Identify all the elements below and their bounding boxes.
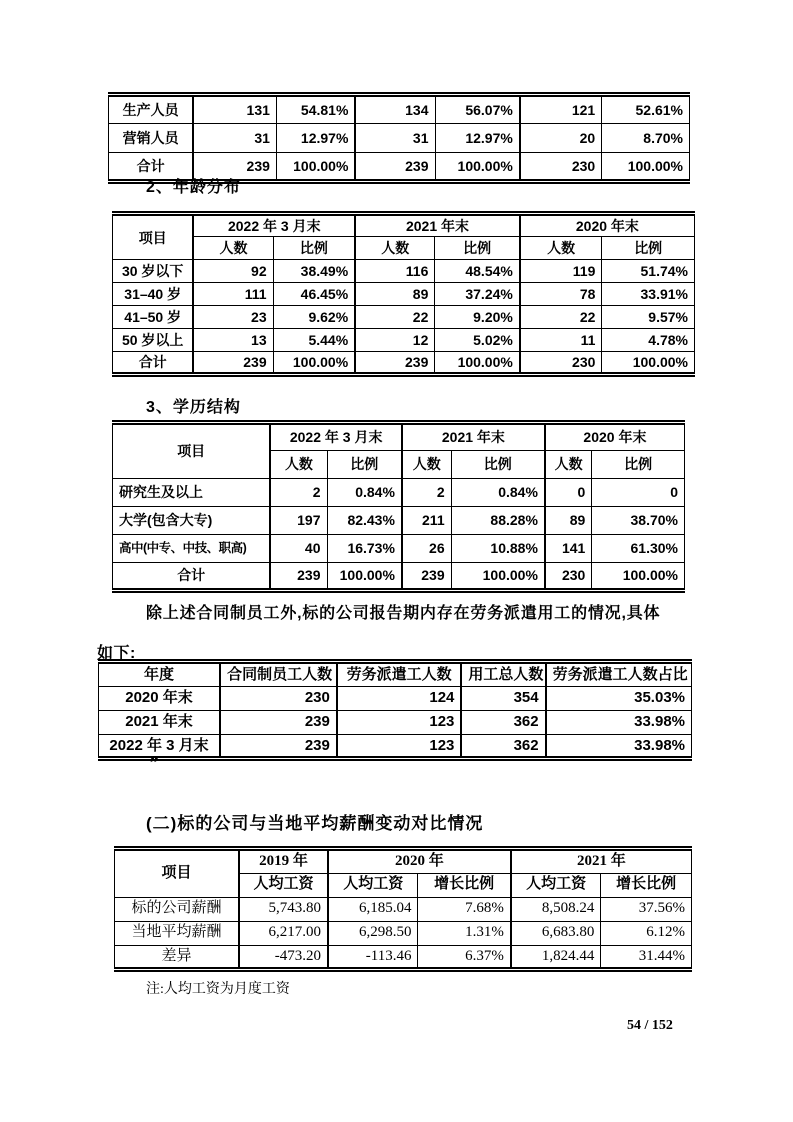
table-header-cell: 年度 [99,662,221,687]
table-cell: 100.00% [451,563,545,591]
table-cell: 100.00% [273,352,355,375]
table-footnote: 注:人均工资为月度工资 [146,982,290,997]
table-cell: 354 [461,686,545,710]
table-cell: 123 [337,734,462,759]
table-cell: 标的公司薪酬 [115,897,240,921]
table-cell: 111 [193,283,273,306]
table-cell: 100.00% [592,563,685,591]
table-header-cell: 比例 [435,237,520,260]
table-cell: 100.00% [435,153,520,182]
table-cell: 239 [193,153,276,182]
table-header-row [115,849,692,874]
table-cell: 大学(包含大专) [113,507,271,535]
table-cell: 31 [355,124,435,153]
table-row [113,283,695,306]
table-cell: 0 [545,479,592,507]
table-header-cell: 2022 年 3 月末 [270,423,402,451]
table-cell: 6,683.80 [511,921,601,945]
table-header-cell: 比例 [273,237,355,260]
table-cell: 12 [355,329,435,352]
table-header-cell: 比例 [327,451,402,479]
table-cell: 6.37% [418,945,511,970]
table-header-cell: 增长比例 [601,873,692,897]
table-row [113,352,695,375]
table-cell: 9.57% [602,306,695,329]
table-header-cell: 用工总人数 [461,662,545,687]
table-header-cell: 项目 [115,849,240,898]
table-cell: 2021 年末 [99,710,221,734]
table-cell: 26 [402,535,451,563]
table-cell: 11 [520,329,602,352]
table-cell: 124 [337,686,462,710]
section-heading-salary-comparison: (二)标的公司与当地平均薪酬变动对比情况 [146,814,484,833]
table-header-cell: 增长比例 [418,873,511,897]
table-row [115,897,692,921]
table-row [113,507,685,535]
table-cell: 141 [545,535,592,563]
table-cell: 40 [270,535,327,563]
table-cell: 89 [355,283,435,306]
table-cell: 1,824.44 [511,945,601,970]
table-header-cell: 2020 年末 [545,423,685,451]
table-header-row [113,237,695,260]
table-cell: 6.12% [601,921,692,945]
table-cell: -473.20 [239,945,328,970]
table-header-cell: 项目 [113,423,271,479]
table-cell: 30 岁以下 [113,260,194,283]
table-row [115,921,692,945]
table-header-cell: 合同制员工人数 [220,662,337,687]
table-cell: 9.20% [435,306,520,329]
table-cell: 92 [193,260,273,283]
table-cell: 54.81% [276,95,355,124]
table-cell: 239 [355,153,435,182]
age-distribution-table [112,211,695,377]
table-header-cell: 比例 [451,451,545,479]
table-header-cell: 人均工资 [239,873,328,897]
table-header-cell: 2021 年末 [402,423,545,451]
table-cell: 研究生及以上 [113,479,271,507]
table-cell: 48.54% [435,260,520,283]
table-cell: 22 [520,306,602,329]
table-row [113,260,695,283]
table-cell: 12.97% [435,124,520,153]
table-cell: 41–50 岁 [113,306,194,329]
table-row [113,535,685,563]
table-cell: 46.45% [273,283,355,306]
table-cell: 营销人员 [109,124,194,153]
table-header-cell: 人数 [520,237,602,260]
table-row [113,563,685,591]
table-cell: 5,743.80 [239,897,328,921]
table-cell: 2022 年 3 月末 [99,734,221,759]
table-header-row [99,662,692,687]
table-cell: 23 [193,306,273,329]
table-cell: 12.97% [276,124,355,153]
table-header-row [113,423,685,451]
table-cell: 37.56% [601,897,692,921]
table-cell: 230 [520,153,602,182]
table-cell: 6,298.50 [328,921,418,945]
table-row [113,329,695,352]
table-cell: 8.70% [602,124,690,153]
table-header-cell: 2019 年 [239,849,328,874]
staff-type-table [108,92,690,184]
table-cell: 8,508.24 [511,897,601,921]
table-cell: 6,185.04 [328,897,418,921]
table-row [99,734,692,759]
table-header-cell: 人数 [270,451,327,479]
table-cell: 100.00% [435,352,520,375]
table-cell: 当地平均薪酬 [115,921,240,945]
table-cell: 61.30% [592,535,685,563]
table-cell: 239 [355,352,435,375]
table-cell: 78 [520,283,602,306]
table-cell: 239 [270,563,327,591]
table-row [113,306,695,329]
table-cell: 38.49% [273,260,355,283]
table-cell: 362 [461,710,545,734]
table-header-cell: 劳务派遣工人数占比 [546,662,692,687]
table-cell: 差异 [115,945,240,970]
salary-comparison-table [114,846,692,972]
table-cell: 4.78% [602,329,695,352]
table-header-cell: 2022 年 3 月末 [193,214,355,237]
table-cell: 9.62% [273,306,355,329]
table-cell: 20 [520,124,602,153]
table-cell: 0 [592,479,685,507]
table-cell: 35.03% [546,686,692,710]
table-header-cell: 2020 年 [328,849,511,874]
section-heading-age: 2、年龄分布 [146,179,241,196]
table-cell: 合计 [113,352,194,375]
table-row [109,124,690,153]
table-cell: 1.31% [418,921,511,945]
table-cell: 37.24% [435,283,520,306]
table-cell: 230 [220,686,337,710]
table-cell: 33.91% [602,283,695,306]
table-cell: 82.43% [327,507,402,535]
paragraph-labor-dispatch-line1: 除上述合同制员工外,标的公司报告期内存在劳务派遣用工的情况,具体 [146,605,660,622]
table-cell: 52.61% [602,95,690,124]
table-cell: 2020 年末 [99,686,221,710]
table-cell: 50 岁以上 [113,329,194,352]
table-cell: 239 [402,563,451,591]
labor-dispatch-table [98,659,692,761]
table-cell: 0.84% [327,479,402,507]
table-cell: 51.74% [602,260,695,283]
table-cell: 合计 [109,153,194,182]
table-cell: 89 [545,507,592,535]
table-header-cell: 项目 [113,214,194,260]
table-cell: 7.68% [418,897,511,921]
table-cell: 100.00% [602,153,690,182]
table-cell: 100.00% [327,563,402,591]
table-header-cell: 劳务派遣工人数 [337,662,462,687]
table-cell: 2 [270,479,327,507]
table-header-cell: 比例 [592,451,685,479]
table-cell: 119 [520,260,602,283]
table-header-cell: 人均工资 [511,873,601,897]
table-cell: -113.46 [328,945,418,970]
table-cell: 33.98% [546,734,692,759]
table-cell: 197 [270,507,327,535]
table-cell: 38.70% [592,507,685,535]
table-row [109,95,690,124]
table-cell: 100.00% [602,352,695,375]
table-header-row [113,214,695,237]
table-header-cell: 2021 年 [511,849,692,874]
table-cell: 239 [220,734,337,759]
table-header-cell: 人数 [193,237,273,260]
table-cell: 230 [520,352,602,375]
table-cell: 134 [355,95,435,124]
table-cell: 239 [220,710,337,734]
table-cell: 56.07% [435,95,520,124]
table-cell: 5.02% [435,329,520,352]
table-cell: 合计 [113,563,271,591]
table-cell: 6,217.00 [239,921,328,945]
table-cell: 2 [402,479,451,507]
table-cell: 13 [193,329,273,352]
table-row [99,686,692,710]
table-cell: 362 [461,734,545,759]
table-row [113,479,685,507]
table-cell: 88.28% [451,507,545,535]
table-header-cell: 人均工资 [328,873,418,897]
table-cell: 16.73% [327,535,402,563]
section-heading-education: 3、学历结构 [146,399,241,416]
table-header-cell: 人数 [545,451,592,479]
table-row [115,945,692,970]
table-header-cell: 比例 [602,237,695,260]
table-cell: 123 [337,710,462,734]
table-cell: 10.88% [451,535,545,563]
table-cell: 239 [193,352,273,375]
table-cell: 131 [193,95,276,124]
closing-quote-mark: ” [150,753,159,772]
table-cell: 22 [355,306,435,329]
paragraph-labor-dispatch-line2: 如下: [97,645,136,662]
table-cell: 211 [402,507,451,535]
table-cell: 100.00% [276,153,355,182]
table-row [99,710,692,734]
education-structure-table [112,420,685,593]
table-cell: 33.98% [546,710,692,734]
table-cell: 31–40 岁 [113,283,194,306]
table-cell: 5.44% [273,329,355,352]
table-cell: 高中(中专、中技、职高) [113,535,271,563]
table-header-cell: 2021 年末 [355,214,520,237]
table-cell: 230 [545,563,592,591]
table-cell: 生产人员 [109,95,194,124]
table-header-cell: 人数 [402,451,451,479]
table-header-cell: 2020 年末 [520,214,695,237]
table-header-cell: 人数 [355,237,435,260]
table-cell: 31 [193,124,276,153]
table-cell: 31.44% [601,945,692,970]
table-cell: 0.84% [451,479,545,507]
table-cell: 116 [355,260,435,283]
page-number: 54 / 152 [627,1018,673,1033]
table-cell: 121 [520,95,602,124]
